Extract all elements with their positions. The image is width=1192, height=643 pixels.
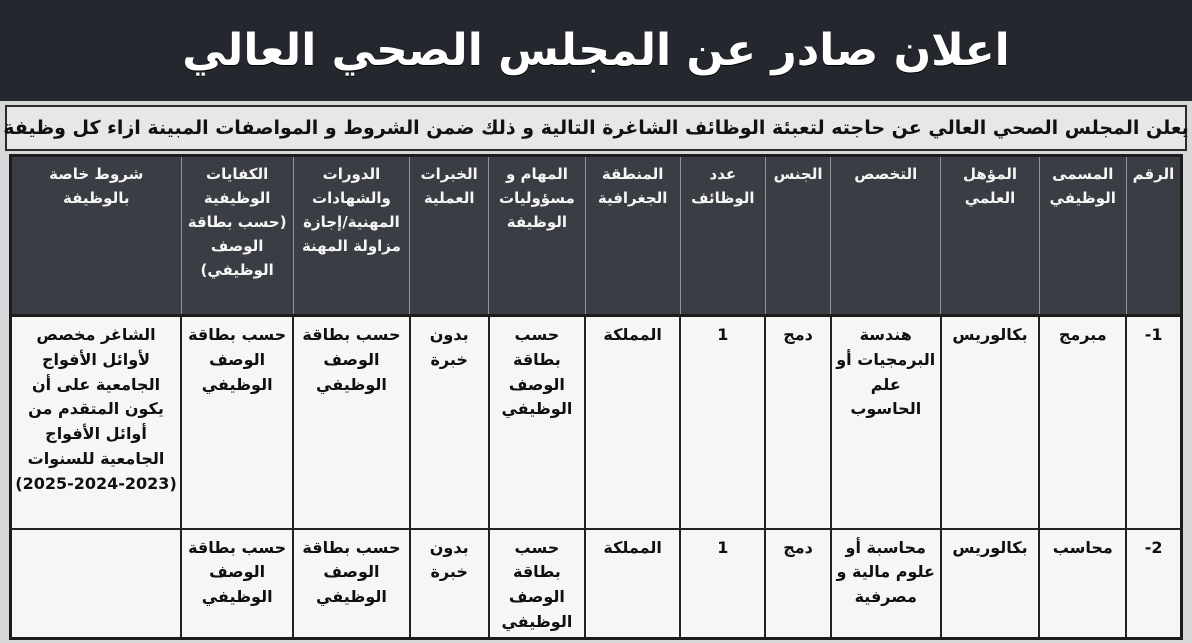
column-header-certifications: الدورات والشهادات المهنية/إجازة مزاولة المهنة [293, 156, 409, 316]
cell-gender: دمج [765, 316, 830, 529]
cell-job-title: محاسب [1039, 529, 1126, 639]
jobs-table [9, 154, 1183, 640]
column-header-special-terms: شروط خاصة بالوظيفة [11, 156, 182, 316]
cell-specialization: هندسة البرمجيات أو علم الحاسوب [831, 316, 941, 529]
column-header-job-title: المسمى الوظيفي [1039, 156, 1126, 316]
cell-certifications: حسب بطاقة الوصف الوظيفي [293, 529, 409, 639]
cell-competencies: حسب بطاقة الوصف الوظيفي [181, 529, 293, 639]
cell-specialization: محاسبة أو علوم مالية و مصرفية [831, 529, 941, 639]
announcement-banner [0, 0, 1192, 101]
cell-number: 2- [1126, 529, 1181, 639]
cell-job-title: مبرمج [1039, 316, 1126, 529]
cell-vacancy-count: 1 [680, 316, 765, 529]
cell-duties: حسب بطاقة الوصف الوظيفي [489, 316, 585, 529]
cell-vacancy-count: 1 [680, 529, 765, 639]
intro-bar [5, 105, 1187, 151]
cell-experience: بدون خبرة [410, 316, 489, 529]
cell-experience: بدون خبرة [410, 529, 489, 639]
cell-qualification: بكالوريس [941, 529, 1039, 639]
column-header-qualification: المؤهل العلمي [941, 156, 1039, 316]
cell-region: المملكة [585, 316, 680, 529]
column-header-duties: المهام و مسؤوليات الوظيفة [489, 156, 585, 316]
table-row-programmer [11, 316, 1182, 529]
cell-qualification: بكالوريس [941, 316, 1039, 529]
table-body [11, 316, 1182, 639]
cell-competencies: حسب بطاقة الوصف الوظيفي [181, 316, 293, 529]
cell-region: المملكة [585, 529, 680, 639]
header-row [11, 156, 1182, 316]
cell-certifications: حسب بطاقة الوصف الوظيفي [293, 316, 409, 529]
column-header-gender: الجنس [765, 156, 830, 316]
cell-number: 1- [1126, 316, 1181, 529]
table-header [11, 156, 1182, 316]
cell-duties: حسب بطاقة الوصف الوظيفي [489, 529, 585, 639]
column-header-specialization: التخصص [831, 156, 941, 316]
column-header-region: المنطقة الجغرافية [585, 156, 680, 316]
cell-special-terms [11, 529, 182, 639]
cell-special-terms: الشاغر مخصص لأوائل الأفواج الجامعية على أن يكون المتقدم من أوائل الأفواج الجامعية للسنوات (2023-2024-2025) [11, 316, 182, 529]
cell-gender: دمج [765, 529, 830, 639]
column-header-competencies: الكفايات الوظيفية (حسب بطاقة الوصف الوظيفي) [181, 156, 293, 316]
column-header-experience: الخبرات العملية [410, 156, 489, 316]
intro-text: يعلن المجلس الصحي العالي عن حاجته لتعبئة الوظائف الشاغرة التالية و ذلك ضمن الشروط و المواصفات المبينة ازاء كل وظيفة [3, 117, 1189, 139]
announcement-title: اعلان صادر عن المجلس الصحي العالي [182, 25, 1010, 76]
column-header-vacancy-count: عدد الوظائف [680, 156, 765, 316]
table-row-accountant [11, 529, 1182, 639]
jobs-table-container [0, 151, 1192, 640]
column-header-number: الرقم [1126, 156, 1181, 316]
